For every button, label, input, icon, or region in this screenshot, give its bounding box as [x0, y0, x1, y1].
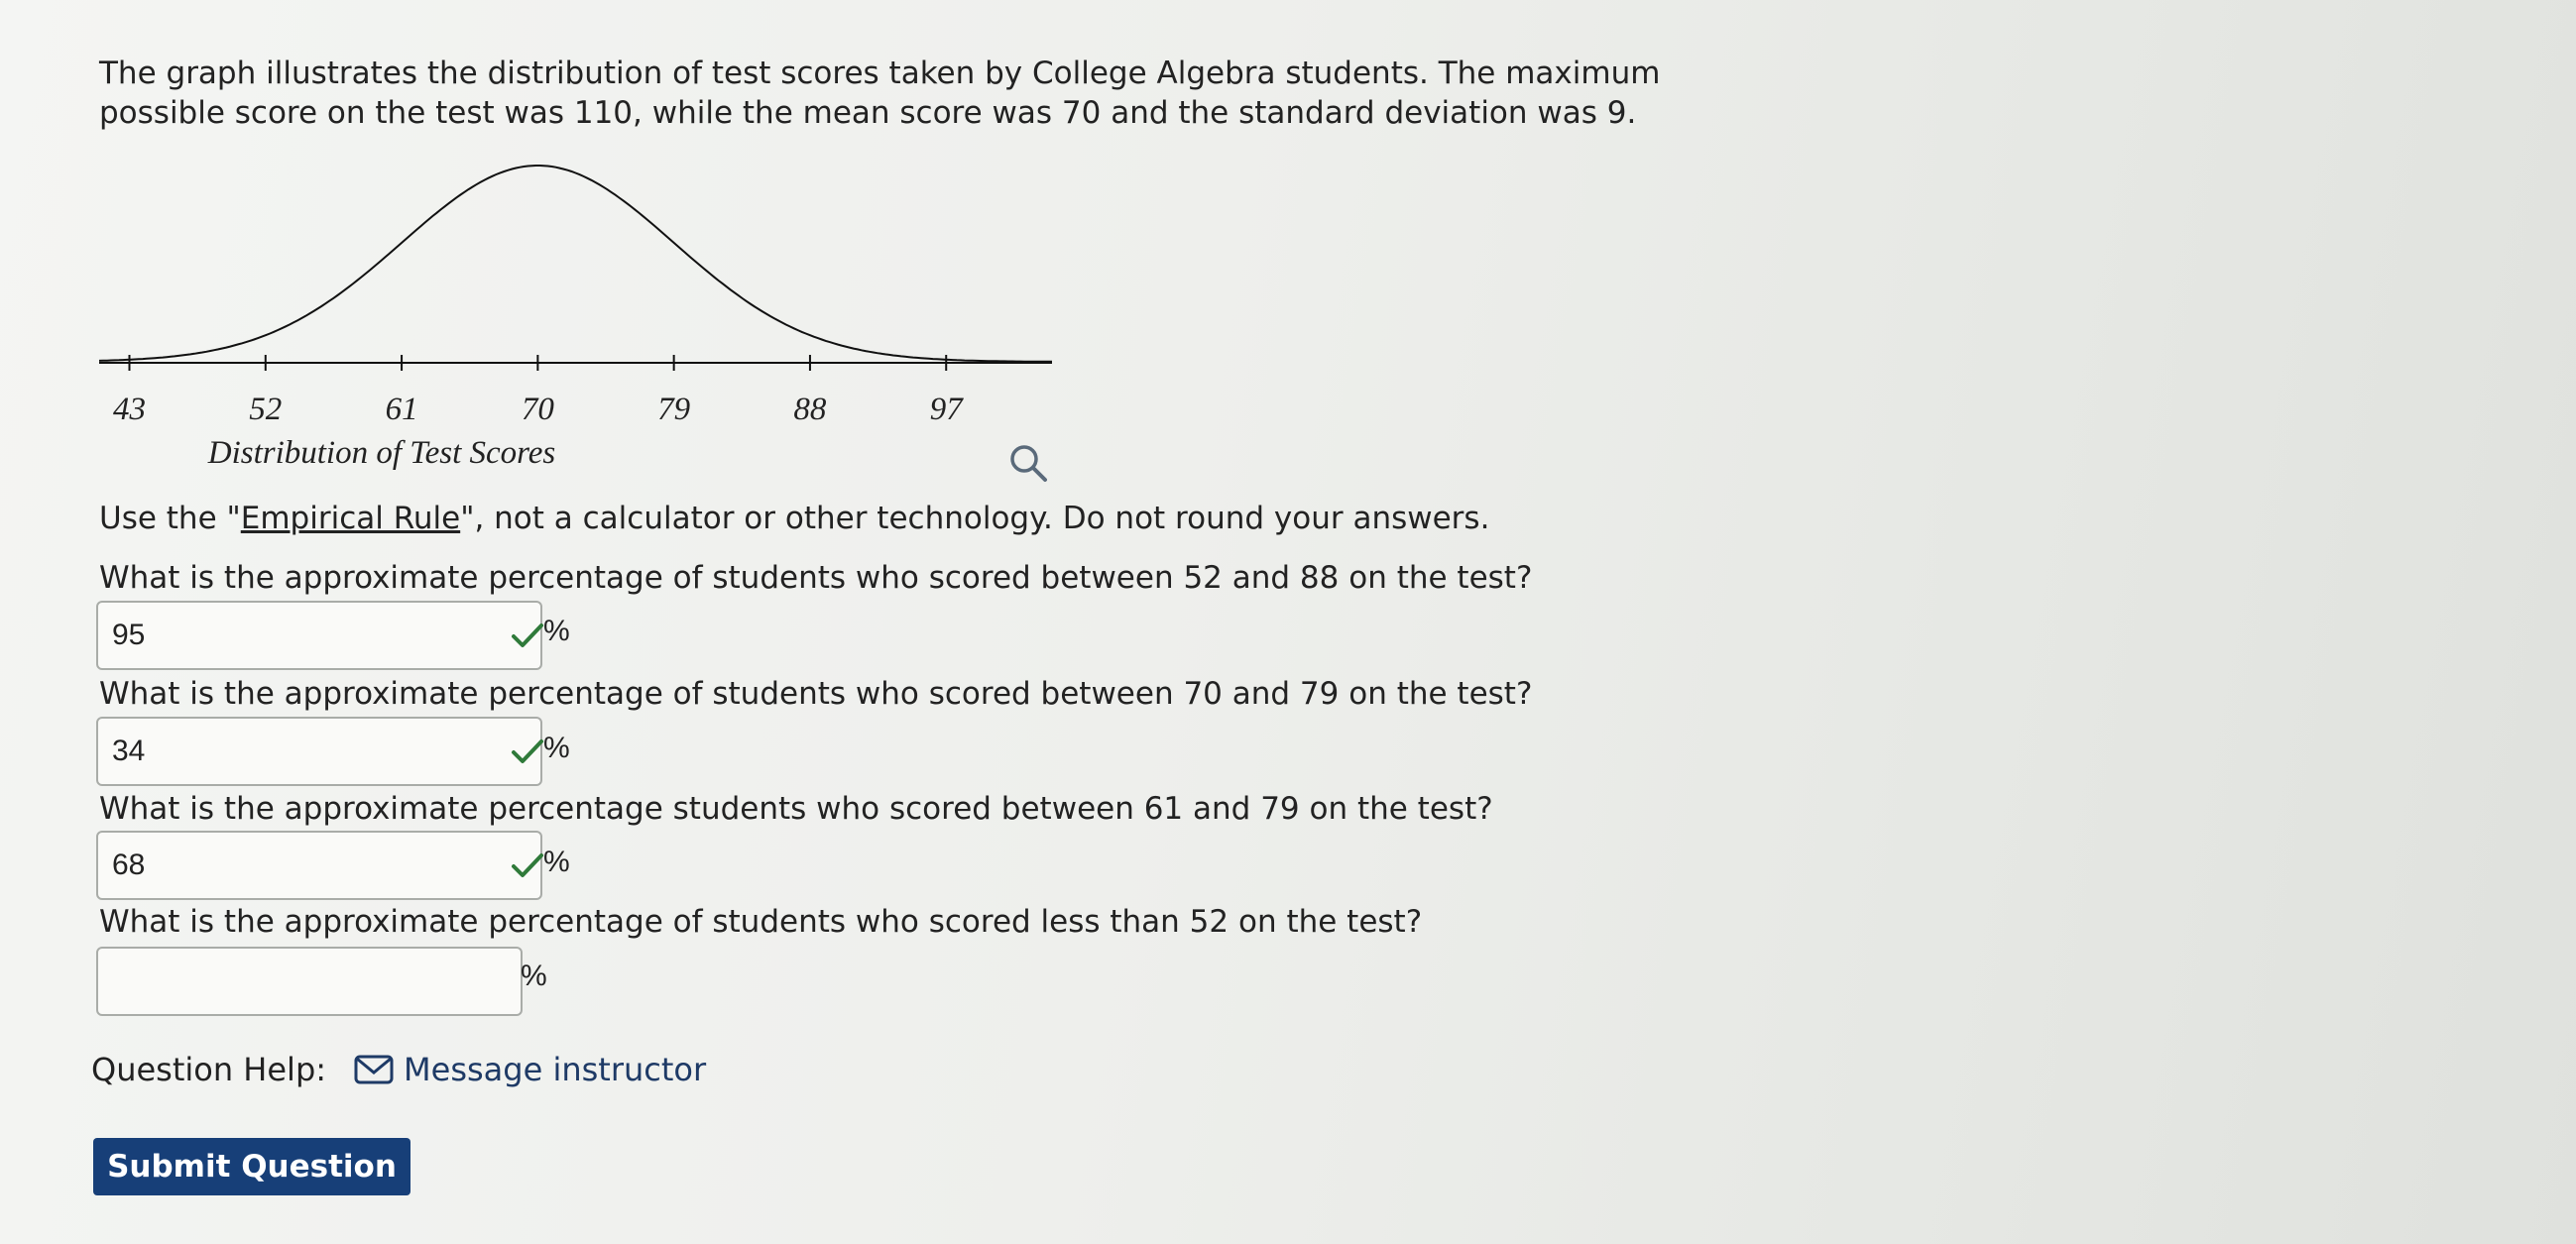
percent-sign-1: % — [543, 615, 570, 647]
checkmark-icon — [511, 736, 544, 766]
x-tick-label: 43 — [113, 392, 147, 427]
question-help-label: Question Help: — [91, 1051, 327, 1088]
answer-input-2[interactable] — [96, 717, 542, 786]
empirical-rule-link[interactable]: Empirical Rule — [240, 501, 461, 536]
mail-icon[interactable] — [354, 1054, 394, 1085]
answer-input-1[interactable] — [96, 601, 542, 670]
x-tick-label: 70 — [521, 392, 554, 427]
x-tick-label: 79 — [657, 392, 691, 427]
x-tick-label: 97 — [929, 392, 963, 427]
x-tick-label: 88 — [793, 392, 827, 427]
instructions-suffix: ", not a calculator or other technology. Do not round your answers. — [460, 501, 1490, 536]
checkmark-icon — [511, 850, 544, 880]
magnifier-icon[interactable] — [1006, 441, 1052, 487]
question-intro — [99, 54, 1686, 133]
instructions-prefix: Use the " — [99, 501, 241, 536]
question-1-text: What is the approximate percentage of students who scored between 52 and 88 on the test? — [99, 560, 1533, 596]
intro-line-2: possible score on the test was 110, while the mean score was 70 and the standard deviation was 9. — [99, 95, 1637, 131]
answer-input-3[interactable] — [96, 831, 542, 900]
answer-input-4[interactable] — [96, 947, 523, 1016]
question-help — [91, 1051, 706, 1088]
x-tick-label: 52 — [249, 392, 283, 427]
question-2-text: What is the approximate percentage of students who scored between 70 and 79 on the test? — [99, 676, 1533, 712]
normal-distribution-graph — [94, 149, 1066, 476]
answer-value-2: 34 — [112, 735, 146, 767]
percent-sign-2: % — [543, 732, 570, 764]
x-tick-label: 61 — [385, 392, 418, 427]
x-axis-label: Distribution of Test Scores — [207, 435, 556, 471]
question-3-text: What is the approximate percentage students who scored between 61 and 79 on the test? — [99, 791, 1493, 827]
message-instructor-link[interactable]: Message instructor — [404, 1051, 707, 1088]
percent-sign-3: % — [543, 846, 570, 878]
answer-value-3: 68 — [112, 848, 146, 881]
checkmark-icon — [511, 621, 544, 650]
submit-question-button[interactable]: Submit Question — [93, 1138, 410, 1195]
intro-line-1: The graph illustrates the distribution of test scores taken by College Algebra students. The maximum — [99, 56, 1661, 91]
instructions — [99, 501, 1489, 536]
percent-sign-4: % — [521, 960, 547, 992]
bell-curve — [99, 166, 1052, 362]
question-4-text: What is the approximate percentage of students who scored less than 52 on the test? — [99, 904, 1423, 940]
answer-value-1: 95 — [112, 619, 146, 651]
